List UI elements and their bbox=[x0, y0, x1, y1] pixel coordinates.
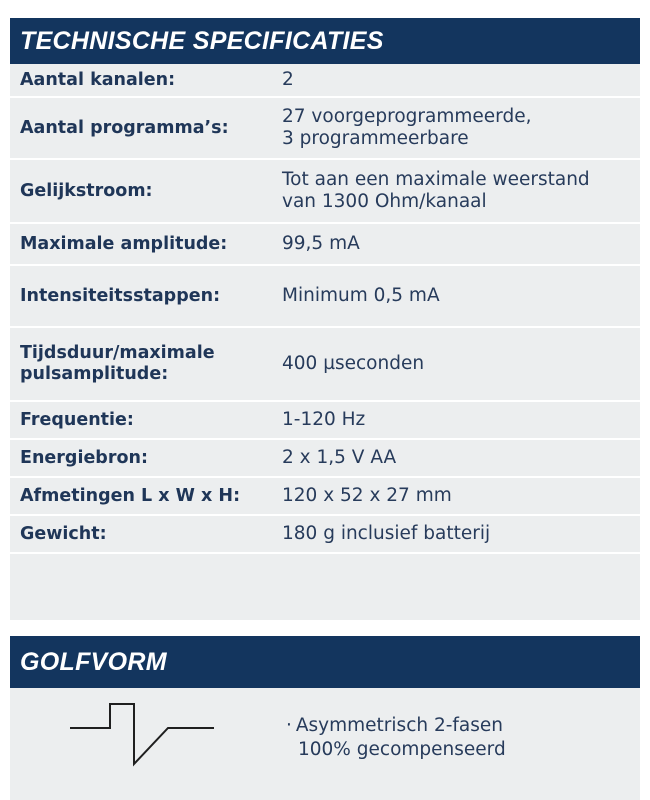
spec-label-line: pulsamplitude: bbox=[20, 364, 169, 384]
spec-value-line: van 1300 Ohm/kanaal bbox=[282, 191, 487, 212]
waveform-description bbox=[286, 714, 506, 762]
spec-row-channels bbox=[10, 64, 640, 98]
spec-row-direct-current bbox=[10, 160, 640, 224]
spec-value: 2 bbox=[282, 69, 294, 90]
spec-value: 180 g inclusief batterij bbox=[282, 523, 491, 544]
waveform-type: Asymmetrisch 2-fasen bbox=[295, 715, 504, 736]
spec-label: Intensiteitsstappen: bbox=[20, 285, 221, 306]
spec-value: 400 µseconden bbox=[282, 353, 425, 374]
spec-value-line: 3 programmeerbare bbox=[282, 128, 469, 149]
spec-label: Maximale amplitude: bbox=[20, 233, 228, 254]
spec-label: Afmetingen L x W x H: bbox=[20, 485, 241, 506]
waveform-header: GOLFVORM bbox=[10, 636, 640, 688]
spec-label bbox=[10, 343, 276, 385]
spec-row-power-source bbox=[10, 440, 640, 478]
spec-label: Aantal kanalen: bbox=[20, 69, 176, 90]
spec-row-programs bbox=[10, 98, 640, 160]
waveform-line-1 bbox=[286, 714, 506, 738]
spec-value-line: Tot aan een maximale weerstand bbox=[282, 169, 590, 190]
spec-value: 120 x 52 x 27 mm bbox=[282, 485, 452, 506]
spec-label: Aantal programma’s: bbox=[20, 117, 229, 138]
specifications-header: TECHNISCHE SPECIFICATIES bbox=[10, 18, 640, 64]
spec-label: Frequentie: bbox=[20, 409, 134, 430]
spec-label: Energiebron: bbox=[20, 447, 148, 468]
spec-row-weight bbox=[10, 516, 640, 554]
spec-label-line: Tijdsduur/maximale bbox=[20, 343, 215, 363]
spec-row-pulse-duration bbox=[10, 328, 640, 402]
bullet: · bbox=[286, 715, 292, 736]
spec-value: Minimum 0,5 mA bbox=[282, 285, 440, 306]
spec-value bbox=[276, 106, 640, 150]
spec-row-dimensions bbox=[10, 478, 640, 516]
spec-value-line: 27 voorgeprogrammeerde, bbox=[282, 106, 532, 127]
waveform-panel bbox=[10, 636, 640, 800]
biphasic-waveform-icon bbox=[68, 702, 218, 774]
spec-value: 2 x 1,5 V AA bbox=[282, 447, 397, 468]
spec-row-frequency bbox=[10, 402, 640, 440]
waveform-compensation: 100% gecompenseerd bbox=[298, 739, 506, 760]
spec-label: Gewicht: bbox=[20, 523, 107, 544]
spec-value bbox=[276, 169, 640, 213]
spec-value: 99,5 mA bbox=[282, 233, 360, 254]
waveform-body bbox=[10, 688, 640, 800]
spec-value: 1-120 Hz bbox=[282, 409, 366, 430]
spec-row-intensity-steps bbox=[10, 266, 640, 328]
technical-specifications-panel bbox=[10, 18, 640, 620]
spec-label: Gelijkstroom: bbox=[20, 180, 153, 201]
spec-row-max-amplitude bbox=[10, 224, 640, 266]
